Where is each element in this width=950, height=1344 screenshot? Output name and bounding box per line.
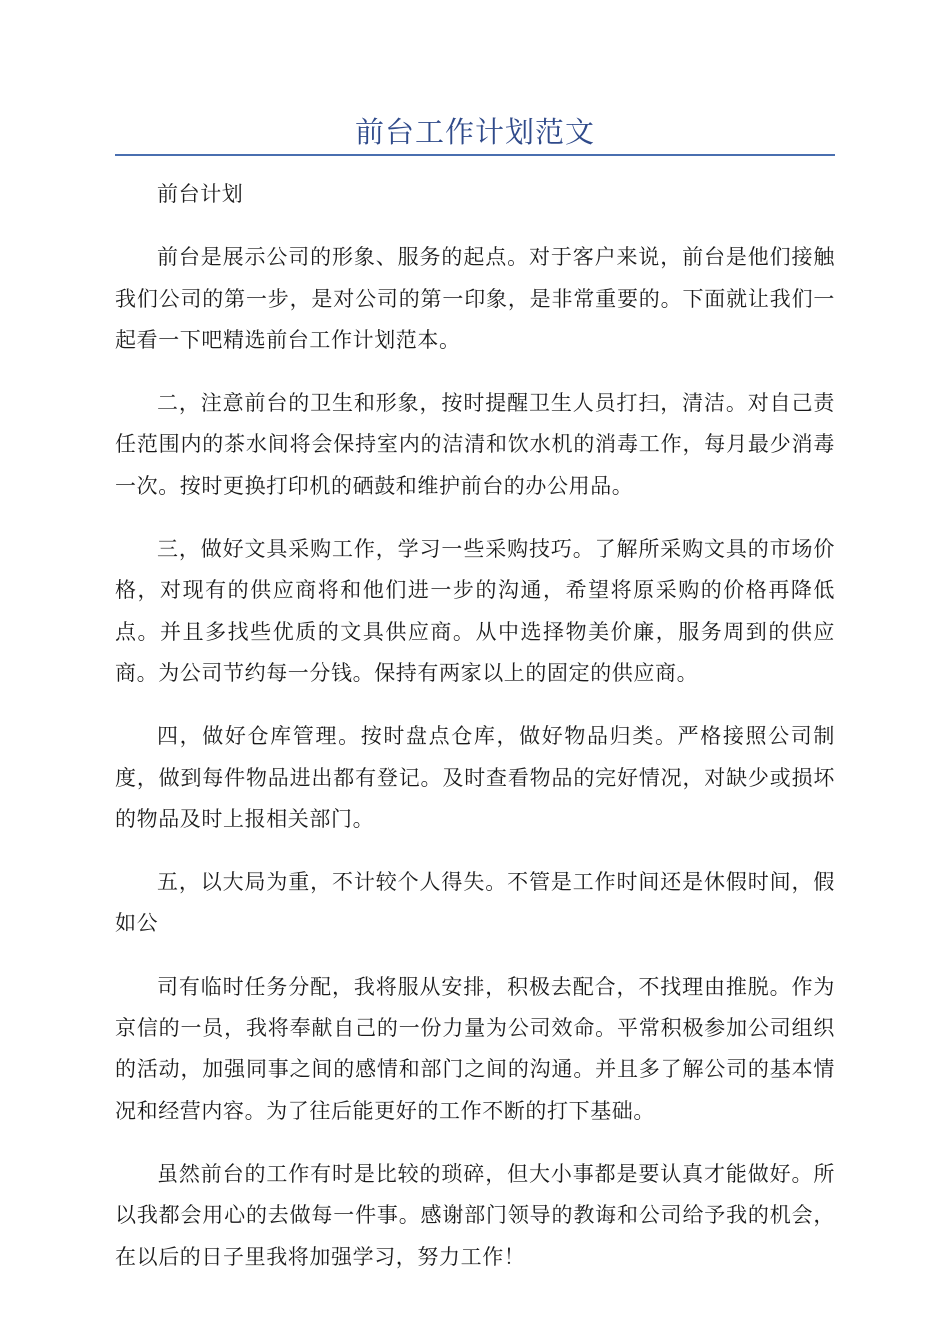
paragraph-overall-continued: 司有临时任务分配，我将服从安排，积极去配合，不找理由推脱。作为京信的一员，我将奉献自己的一份力量为公司效命。平常积极参加公司组织的活动，加强同事之间的感情和部门之间的沟通。并且多了解公司的基本情况和经营内容。为了往后能更好的工作不断的打下基础。 bbox=[115, 974, 835, 1123]
title-underline bbox=[115, 154, 835, 156]
document-title: 前台工作计划范文 bbox=[354, 115, 595, 149]
document-body bbox=[115, 174, 835, 1300]
paragraph-hygiene: 二，注意前台的卫生和形象，按时提醒卫生人员打扫，清洁。对自己责任范围内的茶水间将会保持室内的洁清和饮水机的消毒工作，每月最少消毒一次。按时更换打印机的硒鼓和维护前台的办公用品。 bbox=[115, 391, 835, 498]
paragraph-overall: 五，以大局为重，不计较个人得失。不管是工作时间还是休假时间，假如公 bbox=[115, 870, 835, 936]
section-heading: 前台计划 bbox=[157, 182, 244, 206]
intro-paragraph: 前台是展示公司的形象、服务的起点。对于客户来说，前台是他们接触我们公司的第一步，是对公司的第一印象，是非常重要的。下面就让我们一起看一下吧精选前台工作计划范本。 bbox=[115, 245, 835, 352]
paragraph-procurement: 三，做好文具采购工作，学习一些采购技巧。了解所采购文具的市场价格，对现有的供应商将和他们进一步的沟通，希望将原采购的价格再降低点。并且多找些优质的文具供应商。从中选择物美价廉，服务周到的供应商。为公司节约每一分钱。保持有两家以上的固定的供应商。 bbox=[115, 537, 835, 685]
paragraph-warehouse: 四，做好仓库管理。按时盘点仓库，做好物品归类。严格接照公司制度，做到每件物品进出都有登记。及时查看物品的完好情况，对缺少或损坏的物品及时上报相关部门。 bbox=[115, 724, 835, 831]
paragraph-closing: 虽然前台的工作有时是比较的琐碎，但大小事都是要认真才能做好。所以我都会用心的去做每一件事。感谢部门领导的教诲和公司给予我的机会，在以后的日子里我将加强学习，努力工作！ bbox=[115, 1161, 835, 1269]
